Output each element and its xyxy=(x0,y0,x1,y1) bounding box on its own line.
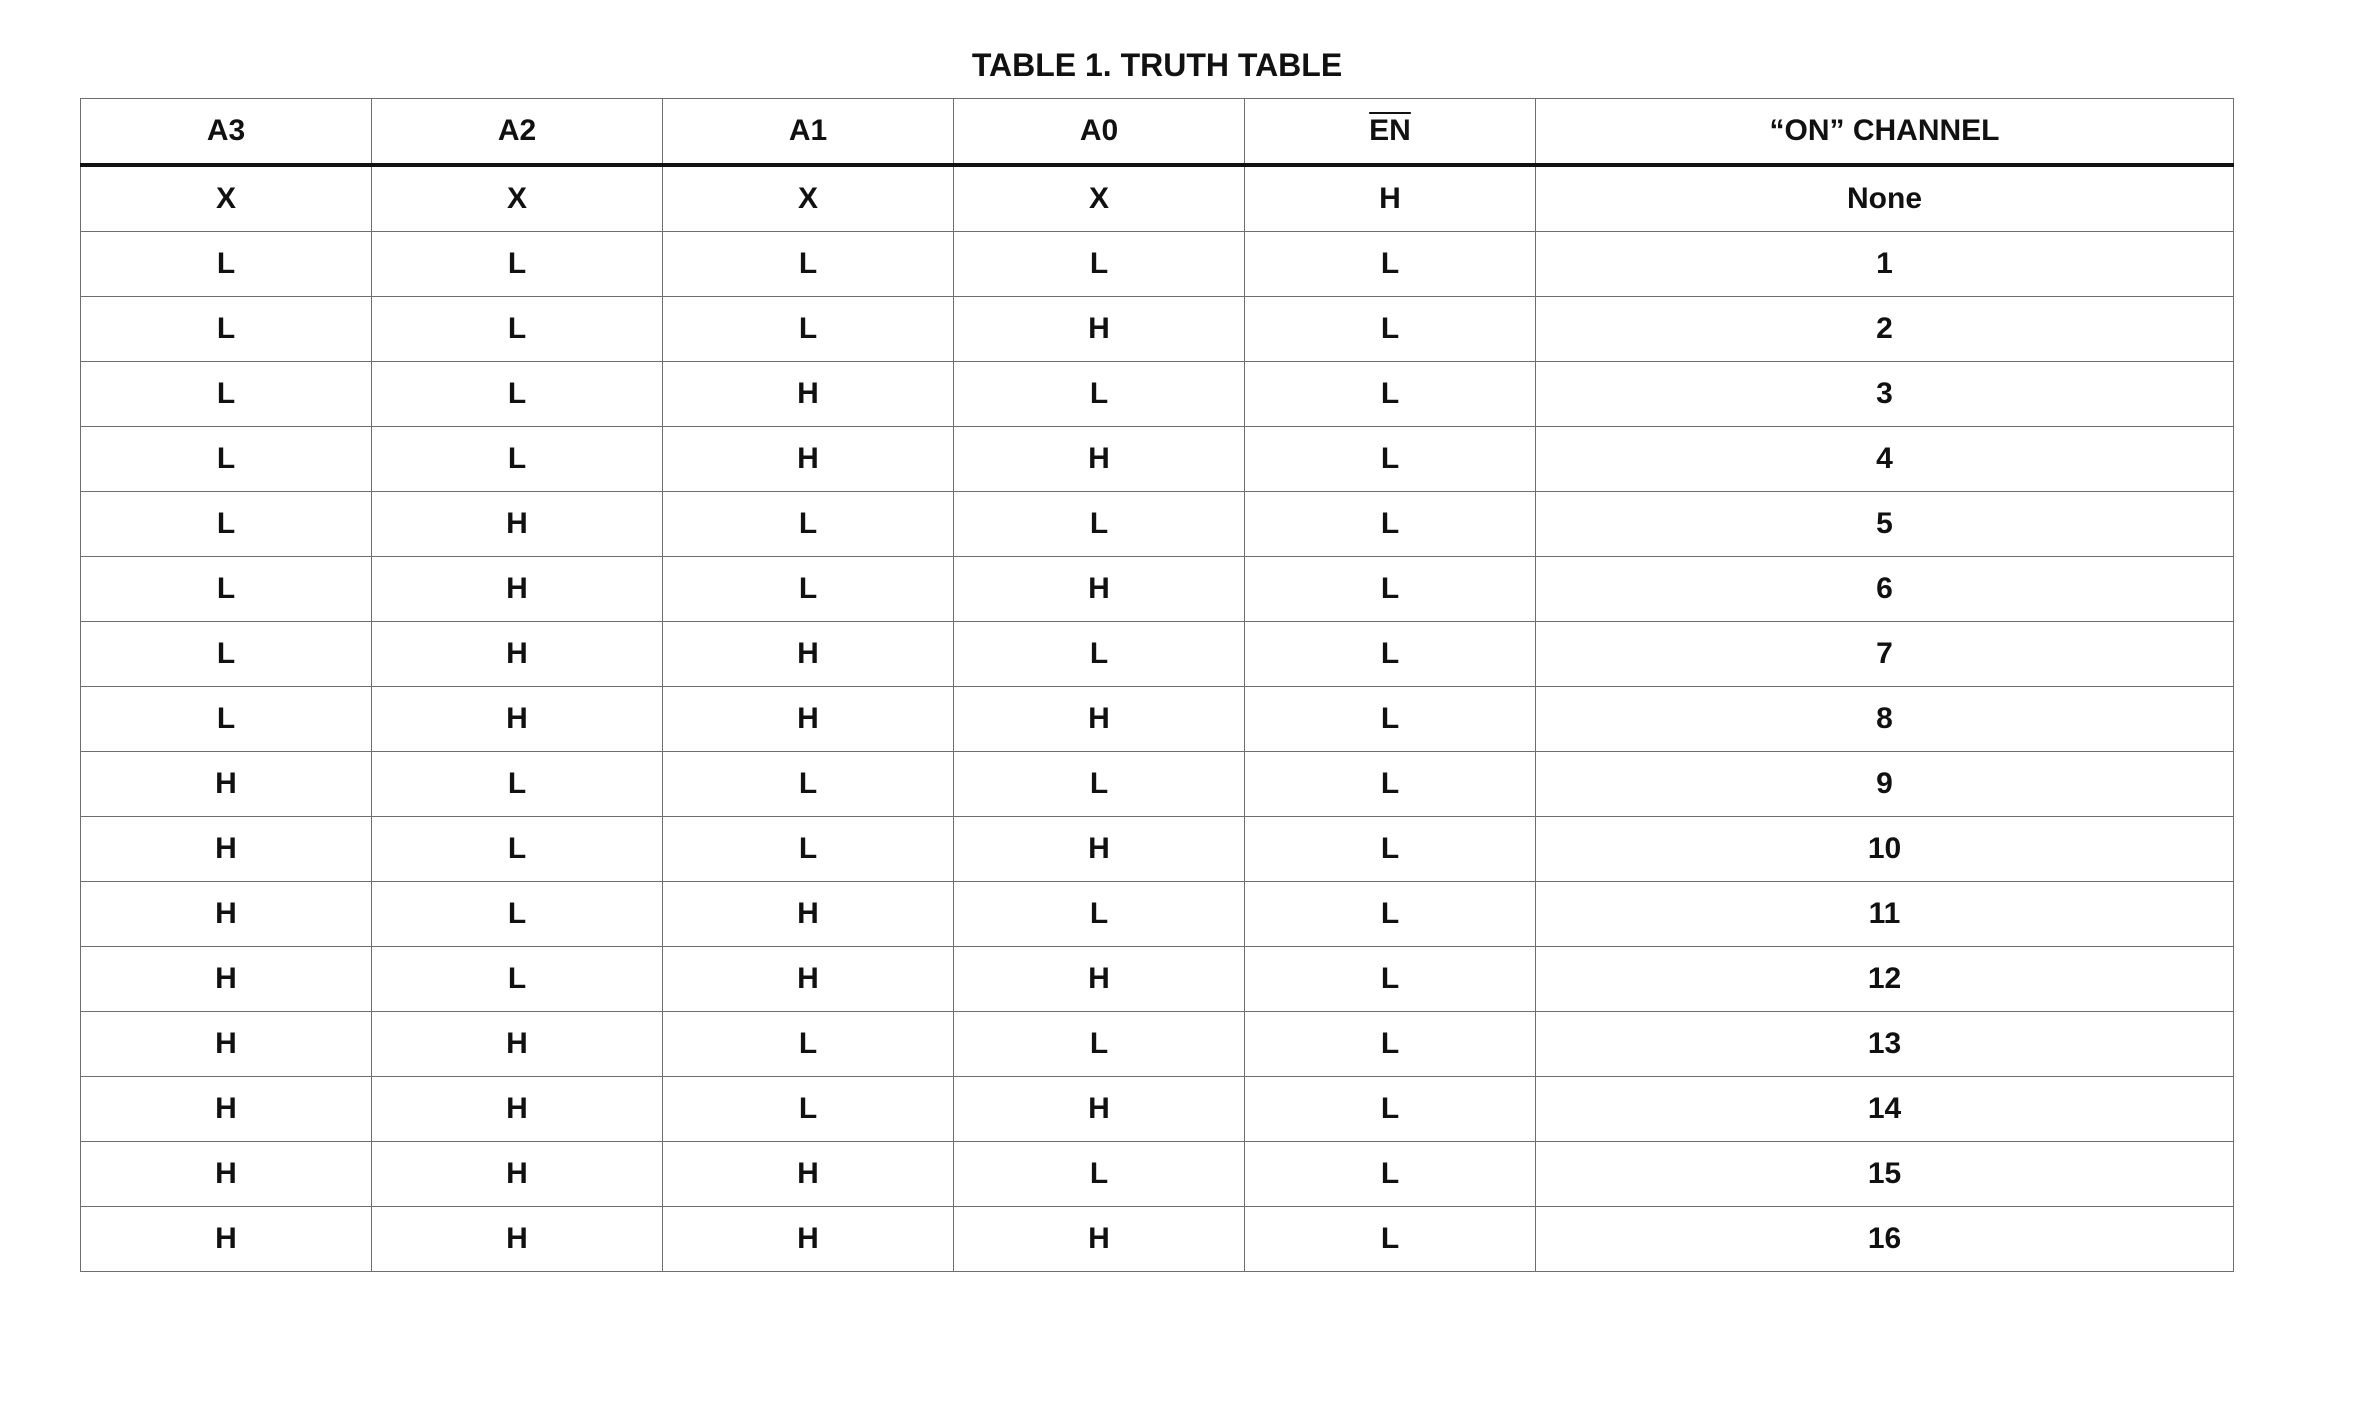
cell-a1: L xyxy=(663,817,954,882)
table-title: TABLE 1. TRUTH TABLE xyxy=(971,47,1343,83)
table-row xyxy=(81,752,2234,817)
cell-a1: L xyxy=(663,297,954,362)
cell-a1: L xyxy=(663,1077,954,1142)
cell-on-channel: 3 xyxy=(1536,362,2234,427)
cell-a2: H xyxy=(372,1012,663,1077)
cell-en: L xyxy=(1245,752,1536,817)
cell-en: L xyxy=(1245,1207,1536,1272)
cell-en: L xyxy=(1245,232,1536,297)
cell-a3: L xyxy=(81,687,372,752)
header-a0: A0 xyxy=(954,99,1245,166)
table-row xyxy=(81,232,2234,297)
table-row xyxy=(81,165,2234,232)
cell-a3: H xyxy=(81,752,372,817)
truth-table xyxy=(80,98,2234,1272)
cell-a1: L xyxy=(663,1012,954,1077)
cell-on-channel: 1 xyxy=(1536,232,2234,297)
cell-a1: H xyxy=(663,622,954,687)
cell-a0: L xyxy=(954,492,1245,557)
cell-en: L xyxy=(1245,1077,1536,1142)
cell-a0: L xyxy=(954,1012,1245,1077)
cell-a1: L xyxy=(663,752,954,817)
cell-a2: H xyxy=(372,1142,663,1207)
cell-a0: L xyxy=(954,622,1245,687)
cell-a1: H xyxy=(663,1207,954,1272)
cell-a3: L xyxy=(81,557,372,622)
cell-a2: L xyxy=(372,427,663,492)
cell-a1: L xyxy=(663,557,954,622)
header-a1: A1 xyxy=(663,99,954,166)
table-row xyxy=(81,882,2234,947)
cell-a2: L xyxy=(372,947,663,1012)
table-row xyxy=(81,362,2234,427)
cell-en: L xyxy=(1245,492,1536,557)
cell-en: L xyxy=(1245,882,1536,947)
header-a3: A3 xyxy=(81,99,372,166)
table-row xyxy=(81,1207,2234,1272)
cell-a3: H xyxy=(81,817,372,882)
cell-a1: X xyxy=(663,165,954,232)
header-en-active-low xyxy=(1245,99,1536,166)
cell-on-channel: 14 xyxy=(1536,1077,2234,1142)
table-row xyxy=(81,687,2234,752)
cell-en: L xyxy=(1245,427,1536,492)
cell-a0: H xyxy=(954,1207,1245,1272)
cell-a1: H xyxy=(663,947,954,1012)
cell-a0: H xyxy=(954,817,1245,882)
cell-a3: H xyxy=(81,947,372,1012)
cell-en: L xyxy=(1245,622,1536,687)
cell-a1: H xyxy=(663,1142,954,1207)
cell-en: L xyxy=(1245,947,1536,1012)
cell-on-channel: 8 xyxy=(1536,687,2234,752)
cell-a2: L xyxy=(372,362,663,427)
cell-a0: H xyxy=(954,427,1245,492)
cell-a2: H xyxy=(372,687,663,752)
cell-a3: L xyxy=(81,622,372,687)
cell-a2: H xyxy=(372,557,663,622)
cell-on-channel: 12 xyxy=(1536,947,2234,1012)
cell-a2: L xyxy=(372,817,663,882)
en-overbar-label: $\overline{EN}$ xyxy=(1369,114,1411,147)
cell-a2: X xyxy=(372,165,663,232)
table-row xyxy=(81,622,2234,687)
cell-a0: L xyxy=(954,362,1245,427)
table-row xyxy=(81,492,2234,557)
cell-a2: L xyxy=(372,232,663,297)
cell-on-channel: None xyxy=(1536,165,2234,232)
cell-a2: L xyxy=(372,297,663,362)
cell-a1: L xyxy=(663,232,954,297)
cell-a1: H xyxy=(663,687,954,752)
cell-a0: L xyxy=(954,882,1245,947)
cell-a3: L xyxy=(81,427,372,492)
table-row xyxy=(81,817,2234,882)
cell-on-channel: 16 xyxy=(1536,1207,2234,1272)
cell-on-channel: 6 xyxy=(1536,557,2234,622)
cell-a3: L xyxy=(81,297,372,362)
table-row xyxy=(81,1012,2234,1077)
cell-on-channel: 9 xyxy=(1536,752,2234,817)
cell-a0: H xyxy=(954,1077,1245,1142)
header-on-channel: “ON” CHANNEL xyxy=(1536,99,2234,166)
cell-on-channel: 13 xyxy=(1536,1012,2234,1077)
cell-a3: H xyxy=(81,882,372,947)
table-row xyxy=(81,1142,2234,1207)
cell-a2: L xyxy=(372,882,663,947)
cell-a0: L xyxy=(954,1142,1245,1207)
cell-en: H xyxy=(1245,165,1536,232)
cell-en: L xyxy=(1245,297,1536,362)
truth-table-body xyxy=(81,165,2234,1272)
cell-a3: L xyxy=(81,232,372,297)
cell-a2: H xyxy=(372,1207,663,1272)
cell-a3: H xyxy=(81,1077,372,1142)
cell-a1: L xyxy=(663,492,954,557)
cell-a2: H xyxy=(372,492,663,557)
cell-a3: X xyxy=(81,165,372,232)
cell-en: L xyxy=(1245,1012,1536,1077)
cell-a3: L xyxy=(81,362,372,427)
cell-a3: L xyxy=(81,492,372,557)
cell-a1: H xyxy=(663,427,954,492)
cell-a1: H xyxy=(663,882,954,947)
cell-en: L xyxy=(1245,817,1536,882)
cell-a3: H xyxy=(81,1207,372,1272)
cell-a0: X xyxy=(954,165,1245,232)
cell-on-channel: 5 xyxy=(1536,492,2234,557)
cell-a2: H xyxy=(372,1077,663,1142)
cell-en: L xyxy=(1245,1142,1536,1207)
cell-on-channel: 2 xyxy=(1536,297,2234,362)
cell-on-channel: 11 xyxy=(1536,882,2234,947)
cell-on-channel: 15 xyxy=(1536,1142,2234,1207)
table-row xyxy=(81,947,2234,1012)
cell-a0: L xyxy=(954,752,1245,817)
header-a2: A2 xyxy=(372,99,663,166)
cell-a3: H xyxy=(81,1142,372,1207)
cell-a0: H xyxy=(954,557,1245,622)
table-row xyxy=(81,297,2234,362)
cell-on-channel: 7 xyxy=(1536,622,2234,687)
cell-a0: H xyxy=(954,297,1245,362)
table-row xyxy=(81,427,2234,492)
cell-a2: L xyxy=(372,752,663,817)
cell-a0: H xyxy=(954,687,1245,752)
cell-a3: H xyxy=(81,1012,372,1077)
cell-on-channel: 10 xyxy=(1536,817,2234,882)
cell-en: L xyxy=(1245,557,1536,622)
cell-a2: H xyxy=(372,622,663,687)
table-row xyxy=(81,1077,2234,1142)
header-row xyxy=(81,99,2234,166)
cell-a1: H xyxy=(663,362,954,427)
cell-a0: L xyxy=(954,232,1245,297)
cell-en: L xyxy=(1245,687,1536,752)
cell-on-channel: 4 xyxy=(1536,427,2234,492)
cell-en: L xyxy=(1245,362,1536,427)
table-row xyxy=(81,557,2234,622)
cell-a0: H xyxy=(954,947,1245,1012)
